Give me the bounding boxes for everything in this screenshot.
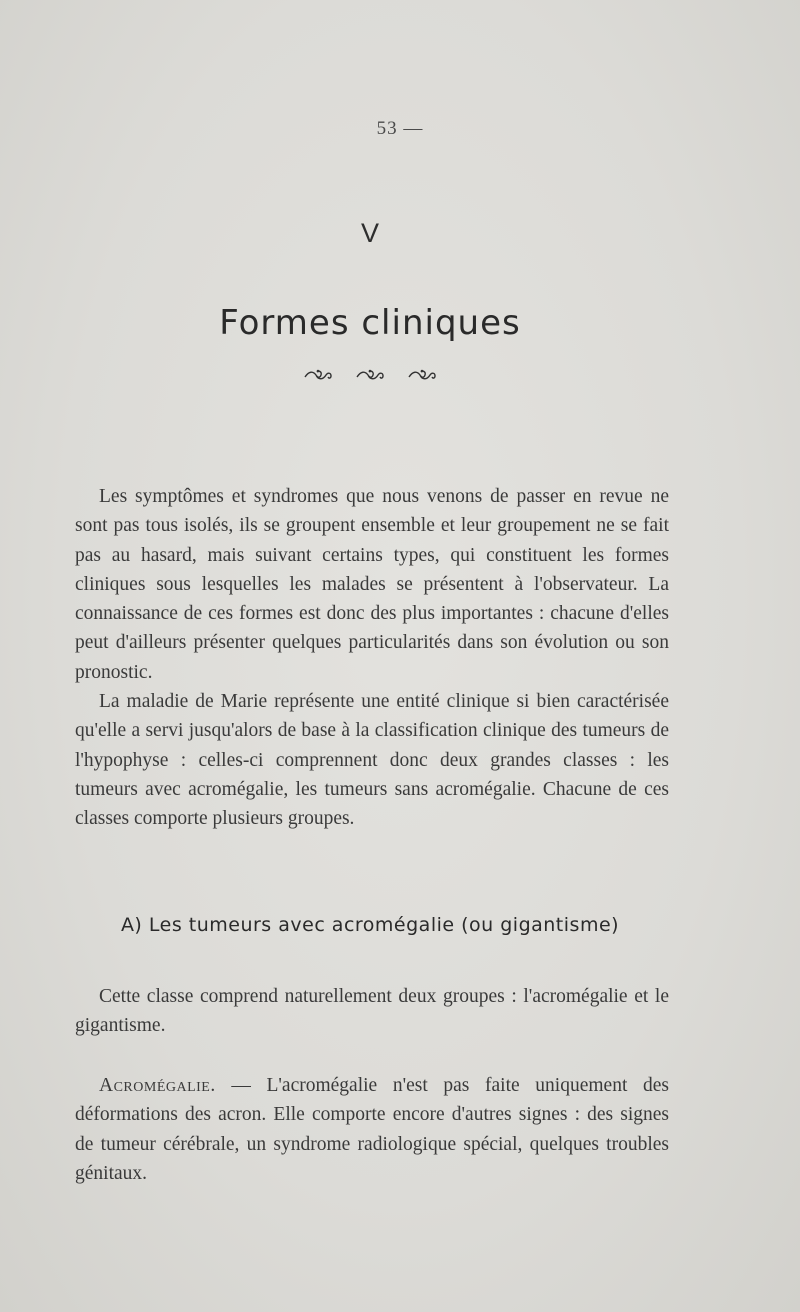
paragraph	[75, 1071, 669, 1188]
paragraph-lead: Acromégalie.	[99, 1075, 216, 1096]
chapter-title: Formes cliniques	[219, 303, 521, 343]
ornament-row	[0, 368, 740, 382]
paragraph: La maladie de Marie représente une entité clinique si bien caractérisée qu'elle a servi jusqu'alors de base à la classification clinique des tumeurs de l'hypophyse : celles-ci comprennent donc deux grandes classes : les tumeurs avec acromégalie, les tumeurs sans acromégalie. Chacune de ces classes comporte plusieurs groupes.	[75, 691, 669, 830]
fleuron-icon	[303, 368, 333, 382]
paragraph: Cette classe comprend naturellement deux groupes : l'acromégalie et le gigantisme.	[75, 986, 669, 1037]
fleuron-icon	[407, 368, 437, 382]
chapter-numeral: V	[360, 218, 379, 248]
page-number: 53 —	[376, 118, 424, 139]
paragraph: Les symptômes et syndromes que nous venons de passer en revue ne sont pas tous isolés, ils se groupent ensemble et leur groupement ne se fait pas au hasard, mais suivant certains types, qui constituent les formes cliniques sous lesquelles les malades se présentent à l'observateur. La connaissance de ces formes est donc des plus importantes : chacune d'elles peut d'ailleurs présenter quelques particularités dans son évolution ou son pronostic.	[75, 486, 669, 683]
fleuron-icon	[355, 368, 385, 382]
intro-paragraphs	[75, 482, 669, 834]
acromegalie-section	[75, 1071, 669, 1188]
paragraph-body: — L'acromégalie n'est pas faite uniquement des déformations des acron. Elle comporte encore d'autres signes : des signes de tumeur cérébrale, un syndrome radiologique spécial, quelques troubles génitaux.	[75, 1075, 669, 1184]
section-intro	[75, 982, 669, 1041]
section-heading: A) Les tumeurs avec acromégalie (ou gigantisme)	[120, 914, 620, 936]
